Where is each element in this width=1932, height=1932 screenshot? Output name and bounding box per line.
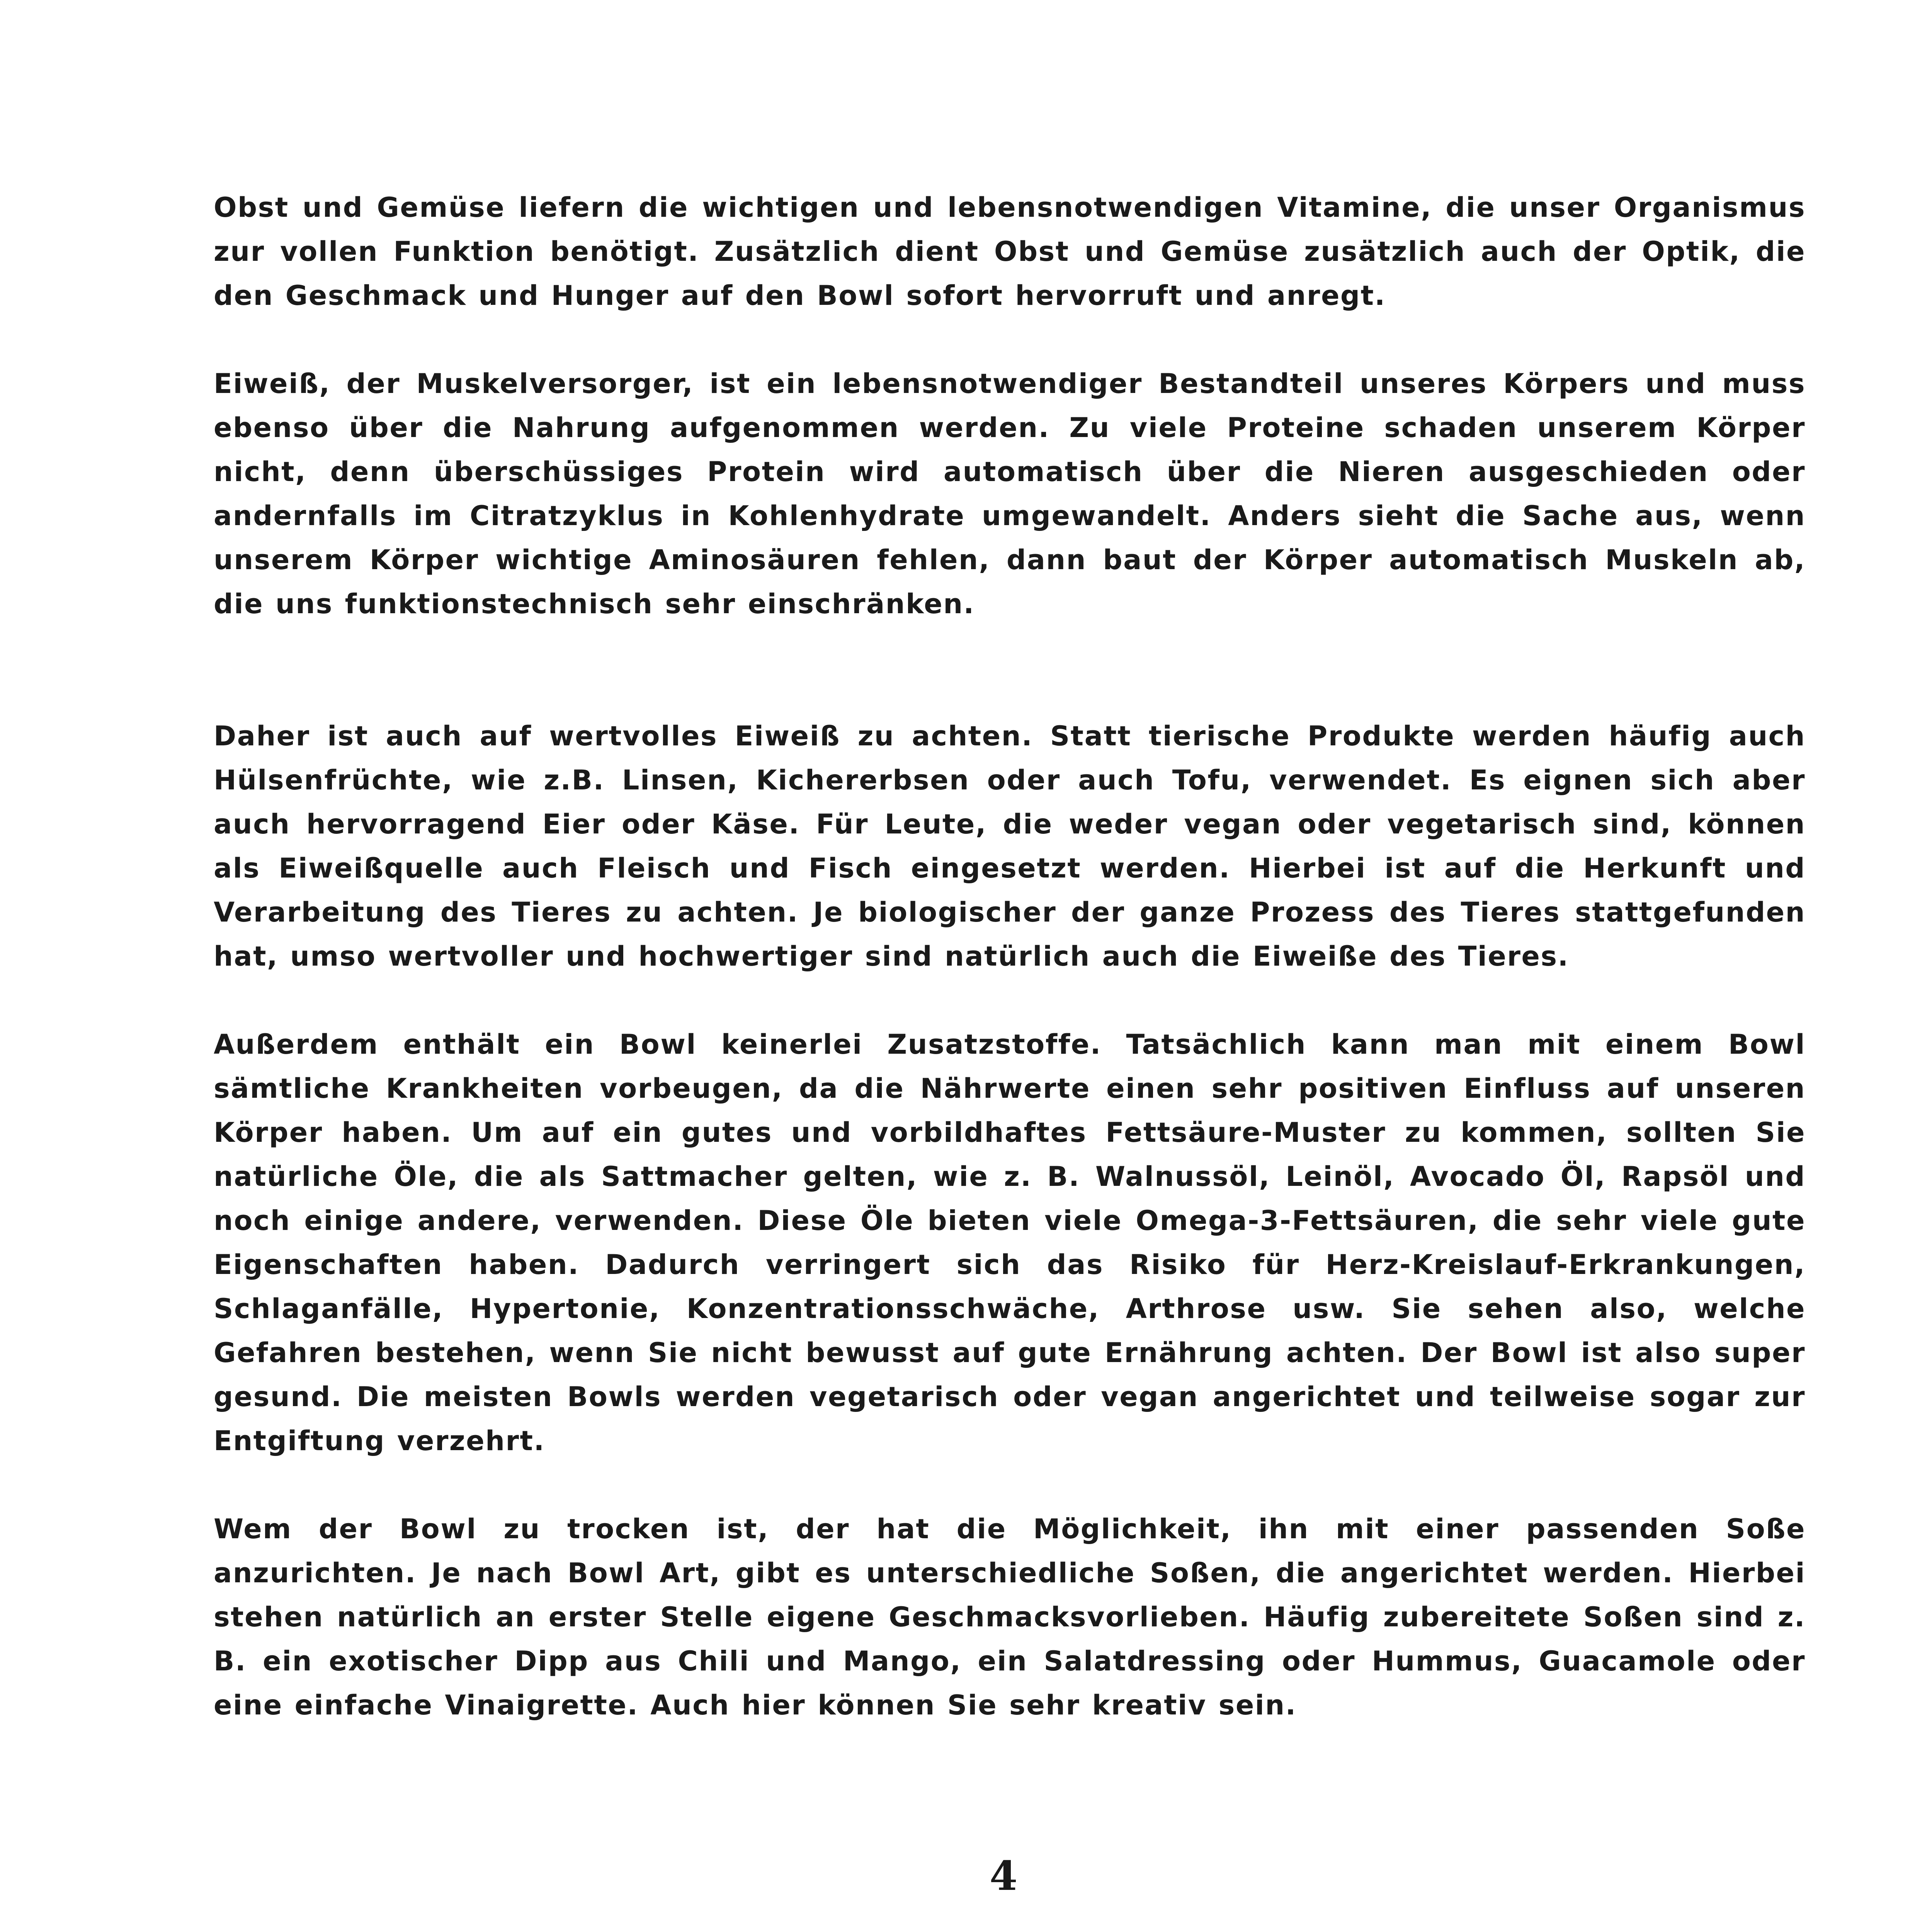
body-text [214, 185, 1806, 1727]
paragraph-eiweiss: Eiweiß, der Muskelversorger, ist ein lebensnotwendiger Bestandteil unseres Körpers und muss ebenso über die Nahrung aufgenommen werden. Zu viele Proteine schaden unserem Körper nicht, denn überschüssiges Protein wird automatisch über die Nieren ausgeschieden oder andernfalls im Citratzyklus in Kohlenhydrate umgewandelt. Anders sieht die Sache aus, wenn unserem Körper wichtige Aminosäuren fehlen, dann baut der Körper automatisch Muskeln ab, die uns funktionstechnisch sehr einschränken. [214, 368, 1806, 620]
page-number: 4 [989, 1852, 1018, 1900]
paragraph-wertvolles-eiweiss: Daher ist auch auf wertvolles Eiweiß zu achten. Statt tierische Produkte werden häufig auch Hülsenfrüchte, wie z.B. Linsen, Kichererbsen oder auch Tofu, verwendet. Es eignen sich aber auch hervorragend Eier oder Käse. Für Leute, die weder vegan oder vegetarisch sind, können als Eiweißquelle auch Fleisch und Fisch eingesetzt werden. Hierbei ist auf die Herkunft und Verarbeitung des Tieres zu achten. Je biologischer der ganze Prozess des Tieres stattgefunden hat, umso wertvoller und hochwertiger sind natürlich auch die Eiweiße des Tieres. [214, 720, 1806, 972]
paragraph-zusatzstoffe: Außerdem enthält ein Bowl keinerlei Zusatzstoffe. Tatsächlich kann man mit einem Bowl sämtliche Krankheiten vorbeugen, da die Nährwerte einen sehr positiven Einfluss auf unseren Körper haben. Um auf ein gutes und vorbildhaftes Fettsäure-Muster zu kommen, sollten Sie natürliche Öle, die als Sattmacher gelten, wie z. B. Walnussöl, Leinöl, Avocado Öl, Rapsöl und noch einige andere, verwenden. Diese Öle bieten viele Omega-3-Fettsäuren, die sehr viele gute Eigenschaften haben. Dadurch verringert sich das Risiko für Herz-Kreislauf-Erkrankungen, Schlaganfälle, Hypertonie, Konzentrationsschwäche, Arthrose usw. Sie sehen also, welche Gefahren bestehen, wenn Sie nicht bewusst auf gute Ernährung achten. Der Bowl ist also super gesund. Die meisten Bowls werden vegetarisch oder vegan angerichtet und teilweise sogar zur Entgiftung verzehrt. [214, 1029, 1806, 1457]
paragraph-obst-gemuese: Obst und Gemüse liefern die wichtigen und lebensnotwendigen Vitamine, die unser Organismus zur vollen Funktion benötigt. Zusätzlich dient Obst und Gemüse zusätzlich auch der Optik, die den Geschmack und Hunger auf den Bowl sofort hervorruft und anregt. [214, 192, 1806, 311]
paragraph-sossen: Wem der Bowl zu trocken ist, der hat die Möglichkeit, ihn mit einer passenden Soße anzurichten. Je nach Bowl Art, gibt es unterschiedliche Soßen, die angerichtet werden. Hierbei stehen natürlich an erster Stelle eigene Geschmacksvorlieben. Häufig zubereitete Soßen sind z. B. ein exotischer Dipp aus Chili und Mango, ein Salatdressing oder Hummus, Guacamole oder eine einfache Vinaigrette. Auch hier können Sie sehr kreativ sein. [214, 1513, 1806, 1721]
